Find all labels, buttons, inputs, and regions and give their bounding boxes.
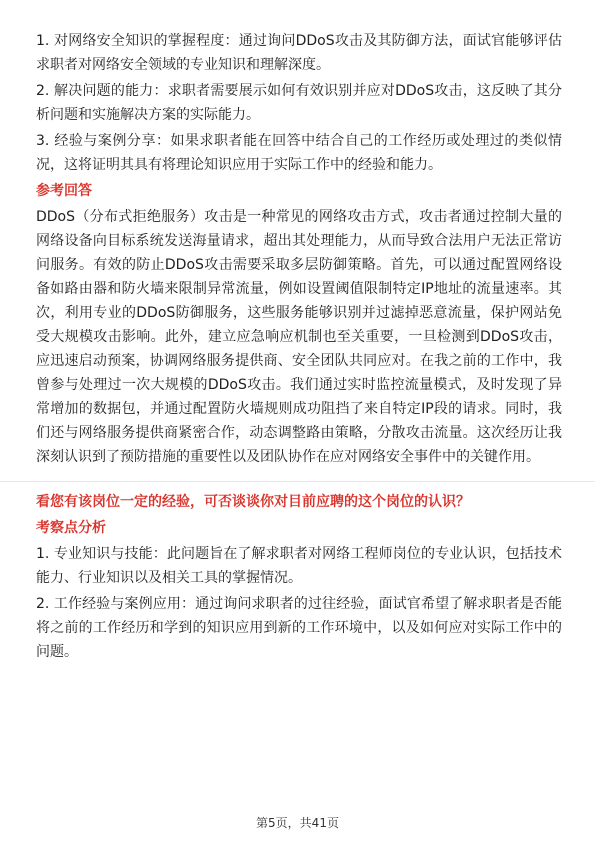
list-item: 1. 对网络安全知识的掌握程度：通过询问DDoS攻击及其防御方法，面试官能够评估求职者对网络安全领域的专业知识和理解深度。 [36, 33, 562, 73]
list-item: 2. 解决问题的能力：求职者需要展示如何有效识别并应对DDoS攻击，这反映了其分析问题和实施解决方案的实际能力。 [36, 83, 562, 123]
page-number: 第5页，共41页 [256, 816, 339, 830]
document-body [36, 29, 562, 666]
reference-answer-heading: 参考回答 [36, 183, 92, 199]
list-item: 3. 经验与案例分享：如果求职者能在回答中结合自己的工作经历或处理过的类似情况，这将证明其具有将理论知识应用于实际工作中的经验和能力。 [36, 133, 562, 173]
section-divider [0, 481, 595, 482]
list-item: 2. 工作经验与案例应用：通过询问求职者的过往经验，面试官希望了解求职者是否能将之前的工作经历和学到的知识应用到新的工作环境中，以及如何应对实际工作中的问题。 [36, 596, 562, 660]
list-item: 1. 专业知识与技能：此问题旨在了解求职者对网络工程师岗位的专业认识，包括技术能力、行业知识以及相关工具的掌握情况。 [36, 546, 562, 586]
reference-answer-text: DDoS（分布式拒绝服务）攻击是一种常见的网络攻击方式，攻击者通过控制大量的网络设备向目标系统发送海量请求，超出其处理能力，从而导致合法用户无法正常访问服务。有效的防止DDoS攻击需要采取多层防御策略。首先，可以通过配置网络设备如路由器和防火墙来限制异常流量，例如设置阈值限制特定IP地址的流量速率。其次，利用专业的DDoS防御服务，这些服务能够识别并过滤掉恶意流量，保护网站免受大规模攻击影响。此外，建立应急响应机制也至关重要，一旦检测到DDoS攻击，应迅速启动预案，协调网络服务提供商、安全团队共同应对。在我之前的工作中，我曾参与处理过一次大规模的DDoS攻击。我们通过实时监控流量模式，及时发现了异常增加的数据包，并通过配置防火墙规则成功阻挡了来自特定IP段的请求。同时，我们还与网络服务提供商紧密合作，动态调整路由策略，分散攻击流量。这次经历让我深刻认识到了预防措施的重要性以及团队协作在应对网络安全事件中的关键作用。 [36, 209, 562, 465]
analysis-heading: 考察点分析 [36, 520, 106, 536]
interview-question: 看您有该岗位一定的经验，可否谈谈你对目前应聘的这个岗位的认识？ [36, 494, 470, 510]
